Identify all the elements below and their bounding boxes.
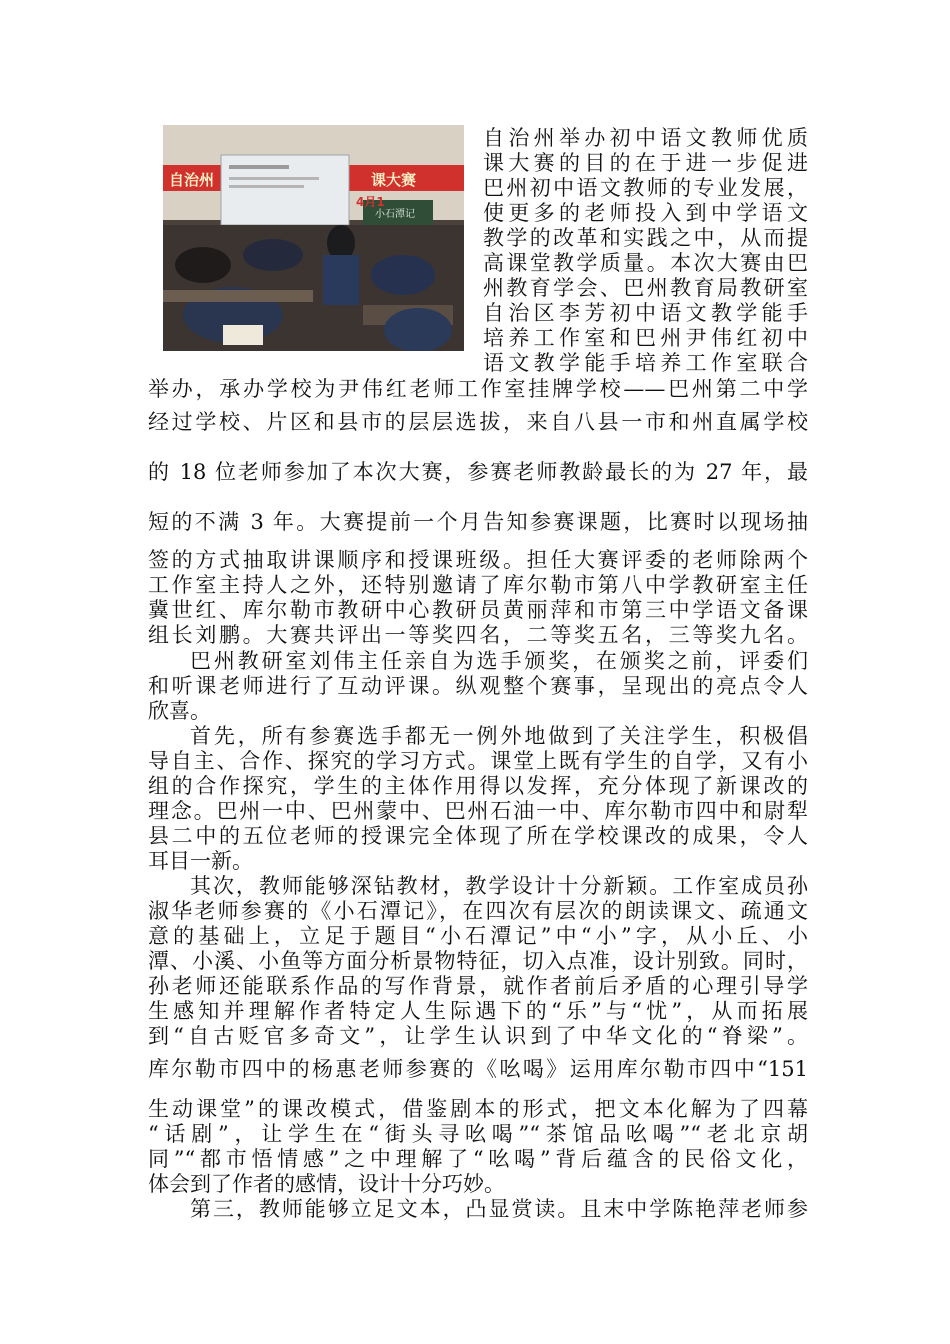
board-title: 小石潭记 (375, 209, 415, 220)
classroom-photo-illustration (163, 125, 464, 351)
text-line-16: 工作室主持人之外，还特别邀请了库尔勒市第八中学教研室主任 (148, 573, 808, 597)
text-line-36: 生动课堂”的课改模式，借鉴剧本的形式，把文本化解为了四幕 (148, 1097, 808, 1121)
text-line-23: 导自主、合作、探究的学习方式。课堂上既有学生的自学，又有小 (148, 749, 808, 773)
text-line-11: 举办，承办学校为尹伟红老师工作室挂牌学校——巴州第二中学 (148, 377, 808, 401)
banner-date: 4月1 (356, 195, 385, 209)
text-line-39: 体会到了作者的感情，设计十分巧妙。 (148, 1172, 505, 1196)
text-line-10: 语文教学能手培养工作室联合 (483, 351, 808, 375)
text-line-40: 第三，教师能够立足文本，凸显赏读。且末中学陈艳萍老师参 (190, 1197, 808, 1221)
banner-text-left: 自治州 (169, 171, 215, 189)
text-line-33: 生感知并理解作者特定人生际遇下的“乐”与“忧”，从而拓展 (148, 999, 808, 1023)
text-line-2: 课大赛的目的在于进一步促进 (483, 151, 808, 175)
text-line-1: 自治州举办初中语文教师优质 (483, 126, 808, 150)
text-line-25: 理念。巴州一中、巴州蒙中、巴州石油一中、库尔勒市四中和尉犁 (148, 799, 808, 823)
text-line-38: 同”“都市悟情感”之中理解了“吆喝”背后蕴含的民俗文化， (148, 1147, 808, 1171)
text-line-37: “话剧”，让学生在“街头寻吆喝”“茶馆品吆喝”“老北京胡 (148, 1122, 808, 1146)
text-line-27: 耳目一新。 (148, 849, 253, 873)
text-line-21: 欣喜。 (148, 699, 211, 723)
text-line-3: 巴州初中语文教师的专业发展， (483, 176, 808, 200)
text-line-7: 州教育学会、巴州教育局教研室 (483, 276, 808, 300)
text-line-34: 到“自古贬官多奇文”，让学生认识到了中华文化的“脊梁”。 (148, 1024, 808, 1048)
text-line-26: 县二中的五位老师的授课完全体现了所在学校课改的成果，令人 (148, 824, 808, 848)
banner-text-right: 课大赛 (371, 171, 417, 189)
text-line-13: 的 18 位老师参加了本次大赛，参赛老师教龄最长的为 27 年，最 (148, 460, 808, 484)
text-line-20: 和听课老师进行了互动评课。纵观整个赛事，呈现出的亮点令人 (148, 674, 808, 698)
text-line-4: 使更多的老师投入到中学语文 (483, 201, 808, 225)
text-line-30: 意的基础上，立足于题目“小石潭记”中“小”字，从小丘、小 (148, 924, 808, 948)
text-line-32: 孙老师还能联系作品的写作背景，就作者前后矛盾的心理引导学 (148, 974, 808, 998)
text-line-31: 潭、小溪、小鱼等方面分析景物特征，切入点准，设计别致。同时， (148, 949, 808, 973)
text-line-17: 冀世红、库尔勒市教研中心教研员黄丽萍和市第三中学语文备课 (148, 598, 808, 622)
text-line-14: 短的不满 3 年。大赛提前一个月告知参赛课题，比赛时以现场抽 (148, 510, 808, 534)
text-line-15: 签的方式抽取讲课顺序和授课班级。担任大赛评委的老师除两个 (148, 548, 808, 572)
text-line-18: 组长刘鹏。大赛共评出一等奖四名，二等奖五名，三等奖九名。 (148, 623, 808, 647)
text-line-6: 高课堂教学质量。本次大赛由巴 (483, 251, 808, 275)
text-line-29: 淑华老师参赛的《小石潭记》，在四次有层次的朗读课文、疏通文 (148, 899, 808, 923)
text-line-12: 经过学校、片区和县市的层层选拔，来自八县一市和州直属学校 (148, 410, 808, 434)
text-line-5: 教学的改革和实践之中，从而提 (483, 226, 808, 250)
classroom-photo (163, 125, 464, 351)
text-line-19: 巴州教研室刘伟主任亲自为选手颁奖，在颁奖之前，评委们 (190, 649, 808, 673)
text-line-28: 其次，教师能够深钻教材，教学设计十分新颖。工作室成员孙 (190, 874, 808, 898)
text-line-8: 自治区李芳初中语文教学能手 (483, 301, 808, 325)
text-line-24: 组的合作探究，学生的主体作用得以发挥，充分体现了新课改的 (148, 774, 808, 798)
text-line-35: 库尔勒市四中的杨惠老师参赛的《吆喝》运用库尔勒市四中“151 (148, 1057, 808, 1081)
text-line-9: 培养工作室和巴州尹伟红初中 (483, 326, 808, 350)
text-line-22: 首先，所有参赛选手都无一例外地做到了关注学生，积极倡 (190, 724, 808, 748)
